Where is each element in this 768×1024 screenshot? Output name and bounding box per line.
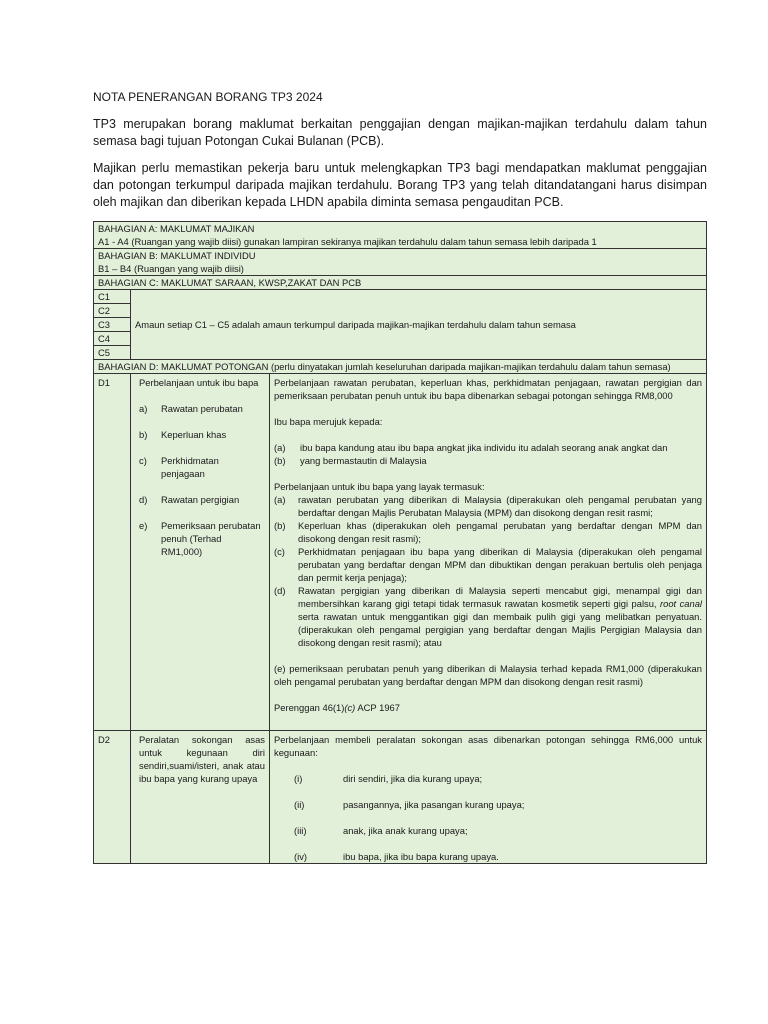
explanation-table — [93, 221, 707, 864]
c-code-cell: C5 — [94, 346, 131, 360]
list-item: (iii) anak, jika anak kurang upaya; — [294, 825, 468, 836]
list-item: (iv) ibu bapa, jika ibu bapa kurang upaya. — [294, 851, 499, 862]
d1-label-list — [139, 402, 265, 558]
c-code-row — [94, 290, 707, 304]
d1-code: D1 — [94, 374, 131, 731]
d1-paragraph-4: (e) pemeriksaan perubatan penuh yang diberikan di Malaysia terhad kepada RM1,000 (diperakukan oleh pengamal perubatan yang berdaftar dengan MPM dan disokong dengan resit rasmi) — [274, 663, 702, 687]
section-c-note: Amaun setiap C1 – C5 adalah amaun terkumpul daripada majikan-majikan terdahulu dalam tahun semasa — [135, 319, 576, 330]
d1-items-list — [274, 493, 702, 649]
d1-row — [94, 374, 707, 731]
c-code-cell: C1 — [94, 290, 131, 304]
c-code-cell: C4 — [94, 332, 131, 346]
section-d-heading: BAHAGIAN D: MAKLUMAT POTONGAN — [98, 361, 269, 372]
list-item: (a) ibu bapa kandung atau ibu bapa angkat jika individu itu adalah seorang anak angkat dan — [274, 442, 668, 453]
section-d-note: (perlu dinyatakan jumlah keseluruhan daripada majikan-majikan terdahulu dalam tahun semasa) — [268, 361, 671, 372]
d1-paragraph-1: Perbelanjaan rawatan perubatan, keperluan khas, perkhidmatan penjagaan, rawatan pergigian dan pemeriksaan perubatan penuh untuk ibu bapa dibenarkan sebagai potongan sehingga RM8,000 — [274, 377, 702, 401]
intro-paragraph-2: Majikan perlu memastikan pekerja baru untuk melengkapkan TP3 bagi mendapatkan maklumat penggajian dan potongan terkumpul daripada majikan terdahulu. Borang TP3 yang telah ditandatangani harus disimpan oleh majikan dan diberikan kepada LHDN apabila diminta semasa pengauditan PCB. — [93, 161, 707, 209]
document-page — [93, 90, 707, 864]
section-c-heading: BAHAGIAN C: MAKLUMAT SARAAN, KWSP,ZAKAT DAN PCB — [98, 277, 362, 288]
d1-label-title: Perbelanjaan untuk ibu bapa — [139, 377, 259, 388]
list-item: a) Rawatan perubatan — [139, 403, 243, 414]
list-item: (c) Perkhidmatan penjagaan ibu bapa yang diberikan di Malaysia (diperakukan oleh pengamal perubatan yang berdaftar dengan MPM dan dibuktikan dengan perakuan bertulis oleh penjaga dan permit kerja penjaga); — [274, 546, 702, 583]
section-d-row — [94, 360, 707, 374]
d1-refs-list — [274, 441, 702, 467]
section-a-note: A1 - A4 (Ruangan yang wajib diisi) gunakan lampiran sekiranya majikan terdahulu dalam tahun semasa lebih daripada 1 — [98, 236, 597, 247]
d1-paragraph-3: Perbelanjaan untuk ibu bapa yang layak termasuk: — [274, 481, 485, 492]
d2-content-cell — [270, 731, 707, 864]
d1-label-cell — [131, 374, 270, 731]
list-item: (ii) pasangannya, jika pasangan kurang upaya; — [294, 799, 525, 810]
list-item: (a) rawatan perubatan yang diberikan di Malaysia (diperakukan oleh pengamal perubatan yang berdaftar dengan Majlis Perubatan Malaysia (MPM) dan disokong dengan resit rasmi; — [274, 494, 702, 518]
section-a-heading: BAHAGIAN A: MAKLUMAT MAJIKAN — [98, 223, 255, 234]
section-a-row — [94, 222, 707, 249]
list-item: (d) Rawatan pergigian yang diberikan di Malaysia seperti mencabut gigi, menampal gigi dan membersihkan karang gigi tetapi tidak termasuk rawatan kosmetik seperti gigi palsu, root canal serta rawatan untuk menggantikan gigi dan membaik pulih gigi yang melibatkan penyatuan. (diperakukan oleh pengamal pergigian yang berdaftar dengan Majlis Pergigian Malaysia dan disokong dengan resit rasmi); atau — [274, 585, 702, 648]
c-code-cell: C2 — [94, 304, 131, 318]
list-item: (i) diri sendiri, jika dia kurang upaya; — [294, 773, 483, 784]
d1-legal-reference: Perenggan 46(1)(c) ACP 1967 — [274, 702, 400, 713]
section-b-row — [94, 249, 707, 276]
d2-paragraph-1: Perbelanjaan membeli peralatan sokongan asas dibenarkan potongan sehingga RM6,000 untuk kegunaan: — [274, 734, 702, 758]
d2-row — [94, 731, 707, 864]
list-item: c) Perkhidmatan penjagaan — [139, 455, 219, 479]
list-item: d) Rawatan pergigian — [139, 494, 240, 505]
section-b-note: B1 – B4 (Ruangan yang wajib diisi) — [98, 263, 244, 274]
list-item: b) Keperluan khas — [139, 429, 227, 440]
d2-items-list — [274, 772, 702, 863]
d2-label: Peralatan sokongan asas untuk kegunaan diri sendiri,suami/isteri, anak atau ibu bapa yang kurang upaya — [131, 731, 270, 864]
d1-content-cell — [270, 374, 707, 731]
intro-paragraph-1: TP3 merupakan borang maklumat berkaitan penggajian dengan majikan-majikan terdahulu dalam tahun semasa bagi tujuan Potongan Cukai Bulanan (PCB). — [93, 117, 707, 148]
section-c-row — [94, 276, 707, 290]
list-item: e) Pemeriksaan perubatan penuh (Terhad RM1,000) — [139, 520, 261, 557]
d2-code: D2 — [94, 731, 131, 864]
d1-paragraph-2: Ibu bapa merujuk kepada: — [274, 416, 383, 427]
list-item: (b) Keperluan khas (diperakukan oleh pengamal perubatan yang berdaftar dengan MPM dan disokong dengan resit rasmi); — [274, 520, 702, 544]
section-b-heading: BAHAGIAN B: MAKLUMAT INDIVIDU — [98, 250, 256, 261]
c-code-cell: C3 — [94, 318, 131, 332]
page-title: NOTA PENERANGAN BORANG TP3 2024 — [93, 90, 323, 104]
list-item: (b) yang bermastautin di Malaysia — [274, 455, 427, 466]
